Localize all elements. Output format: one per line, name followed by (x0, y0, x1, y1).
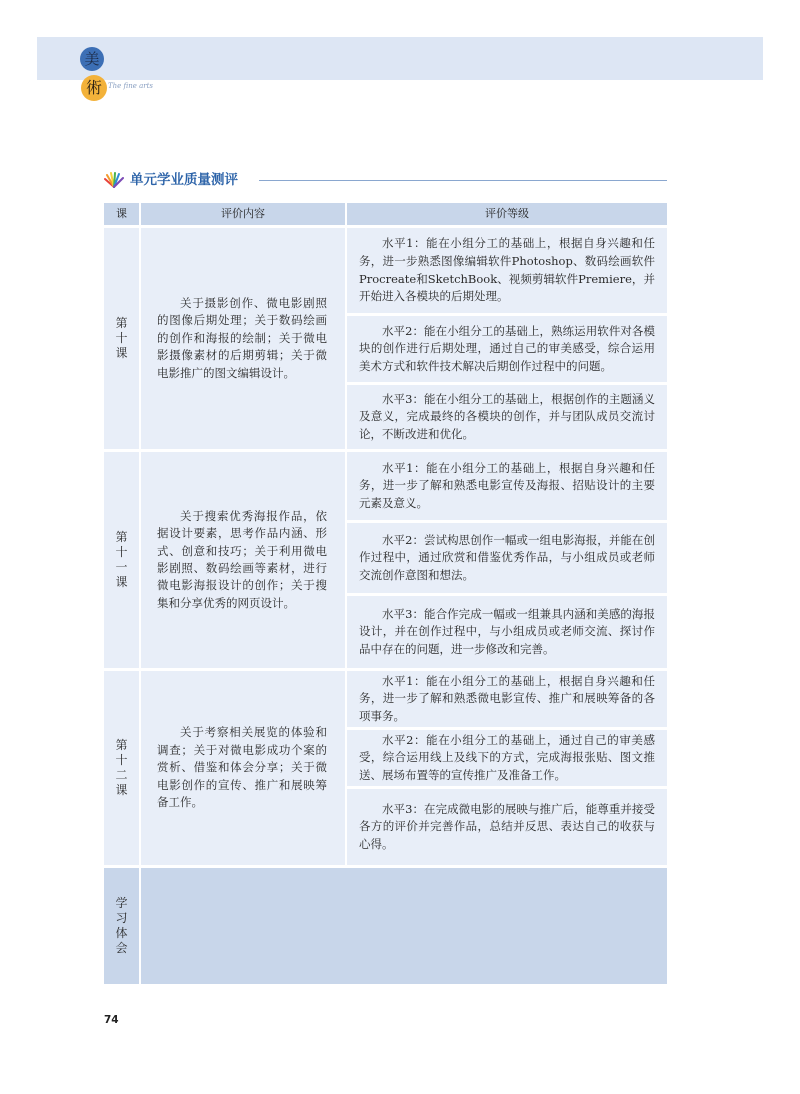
lesson-cell: 第十二课 (104, 671, 139, 865)
level-cell: 水平3：能在小组分工的基础上，根据创作的主题涵义及意义，完成最终的各模块的创作，并与团队成员交流讨论，不断改进和优化。 (347, 385, 667, 449)
page-number: 74 (104, 1014, 119, 1026)
content-cell: 关于摄影创作、微电影剧照的图像后期处理；关于数码绘画的创作和海报的绘制；关于微电影摄像素材的后期剪辑；关于微电影推广的图文编辑设计。 (141, 228, 345, 449)
section-header (104, 171, 667, 191)
content-cell: 关于搜索优秀海报作品，依据设计要素，思考作品内涵、形式、创意和技巧；关于利用微电影剧照、数码绘画等素材，进行微电影海报设计的创作；关于搜集和分享优秀的网页设计。 (141, 452, 345, 668)
header-level: 评价等级 (347, 203, 667, 225)
header-content: 评价内容 (141, 203, 345, 225)
logo-badge-bottom: 術 (81, 75, 107, 101)
level-cell: 水平1：能在小组分工的基础上，根据自身兴趣和任务，进一步熟悉图像编辑软件Photoshop、数码绘画软件Procreate和SketchBook、视频剪辑软件Premiere，并开始进入各模块的后期处理。 (347, 228, 667, 313)
top-banner (37, 37, 763, 80)
section-title: 单元学业质量测评 (130, 172, 238, 188)
level-cell: 水平2：尝试构思创作一幅或一组电影海报，并能在创作过程中，通过欣赏和借鉴优秀作品，与小组成员或老师交流创作意图和想法。 (347, 523, 667, 593)
lesson-cell: 第十一课 (104, 452, 139, 668)
section-rule (259, 180, 667, 181)
logo-subtitle: The fine arts (108, 82, 154, 90)
level-cell: 水平2：能在小组分工的基础上，熟练运用软件对各模块的创作进行后期处理，通过自己的审美感受，综合运用美术方式和软件技术解决后期创作过程中的问题。 (347, 316, 667, 382)
rainbow-fan-icon (104, 172, 124, 188)
lesson-cell: 第十课 (104, 228, 139, 449)
logo-badge-top: 美 (80, 47, 104, 71)
level-cell: 水平1：能在小组分工的基础上，根据自身兴趣和任务，进一步了解和熟悉电影宣传及海报、招贴设计的主要元素及意义。 (347, 452, 667, 520)
reflection-label-cell: 学习体会 (104, 868, 139, 984)
level-cell: 水平2：能在小组分工的基础上，通过自己的审美感受，综合运用线上及线下的方式，完成海报张贴、图文推送、展场布置等的宣传推广及准备工作。 (347, 730, 667, 786)
level-cell: 水平1：能在小组分工的基础上，根据自身兴趣和任务，进一步了解和熟悉微电影宣传、推广和展映筹备的各项事务。 (347, 671, 667, 727)
content-cell: 关于考察相关展览的体验和调查；关于对微电影成功个案的赏析、借鉴和体会分享；关于微电影创作的宣传、推广和展映筹备工作。 (141, 671, 345, 865)
reflection-input-area[interactable] (141, 868, 667, 984)
level-cell: 水平3：能合作完成一幅或一组兼具内涵和美感的海报设计，并在创作过程中，与小组成员或老师交流、探讨作品中存在的问题，进一步修改和完善。 (347, 596, 667, 668)
level-cell: 水平3：在完成微电影的展映与推广后，能尊重并接受各方的评价并完善作品，总结并反思、表达自己的收获与心得。 (347, 789, 667, 865)
header-lesson: 课 (104, 203, 139, 225)
